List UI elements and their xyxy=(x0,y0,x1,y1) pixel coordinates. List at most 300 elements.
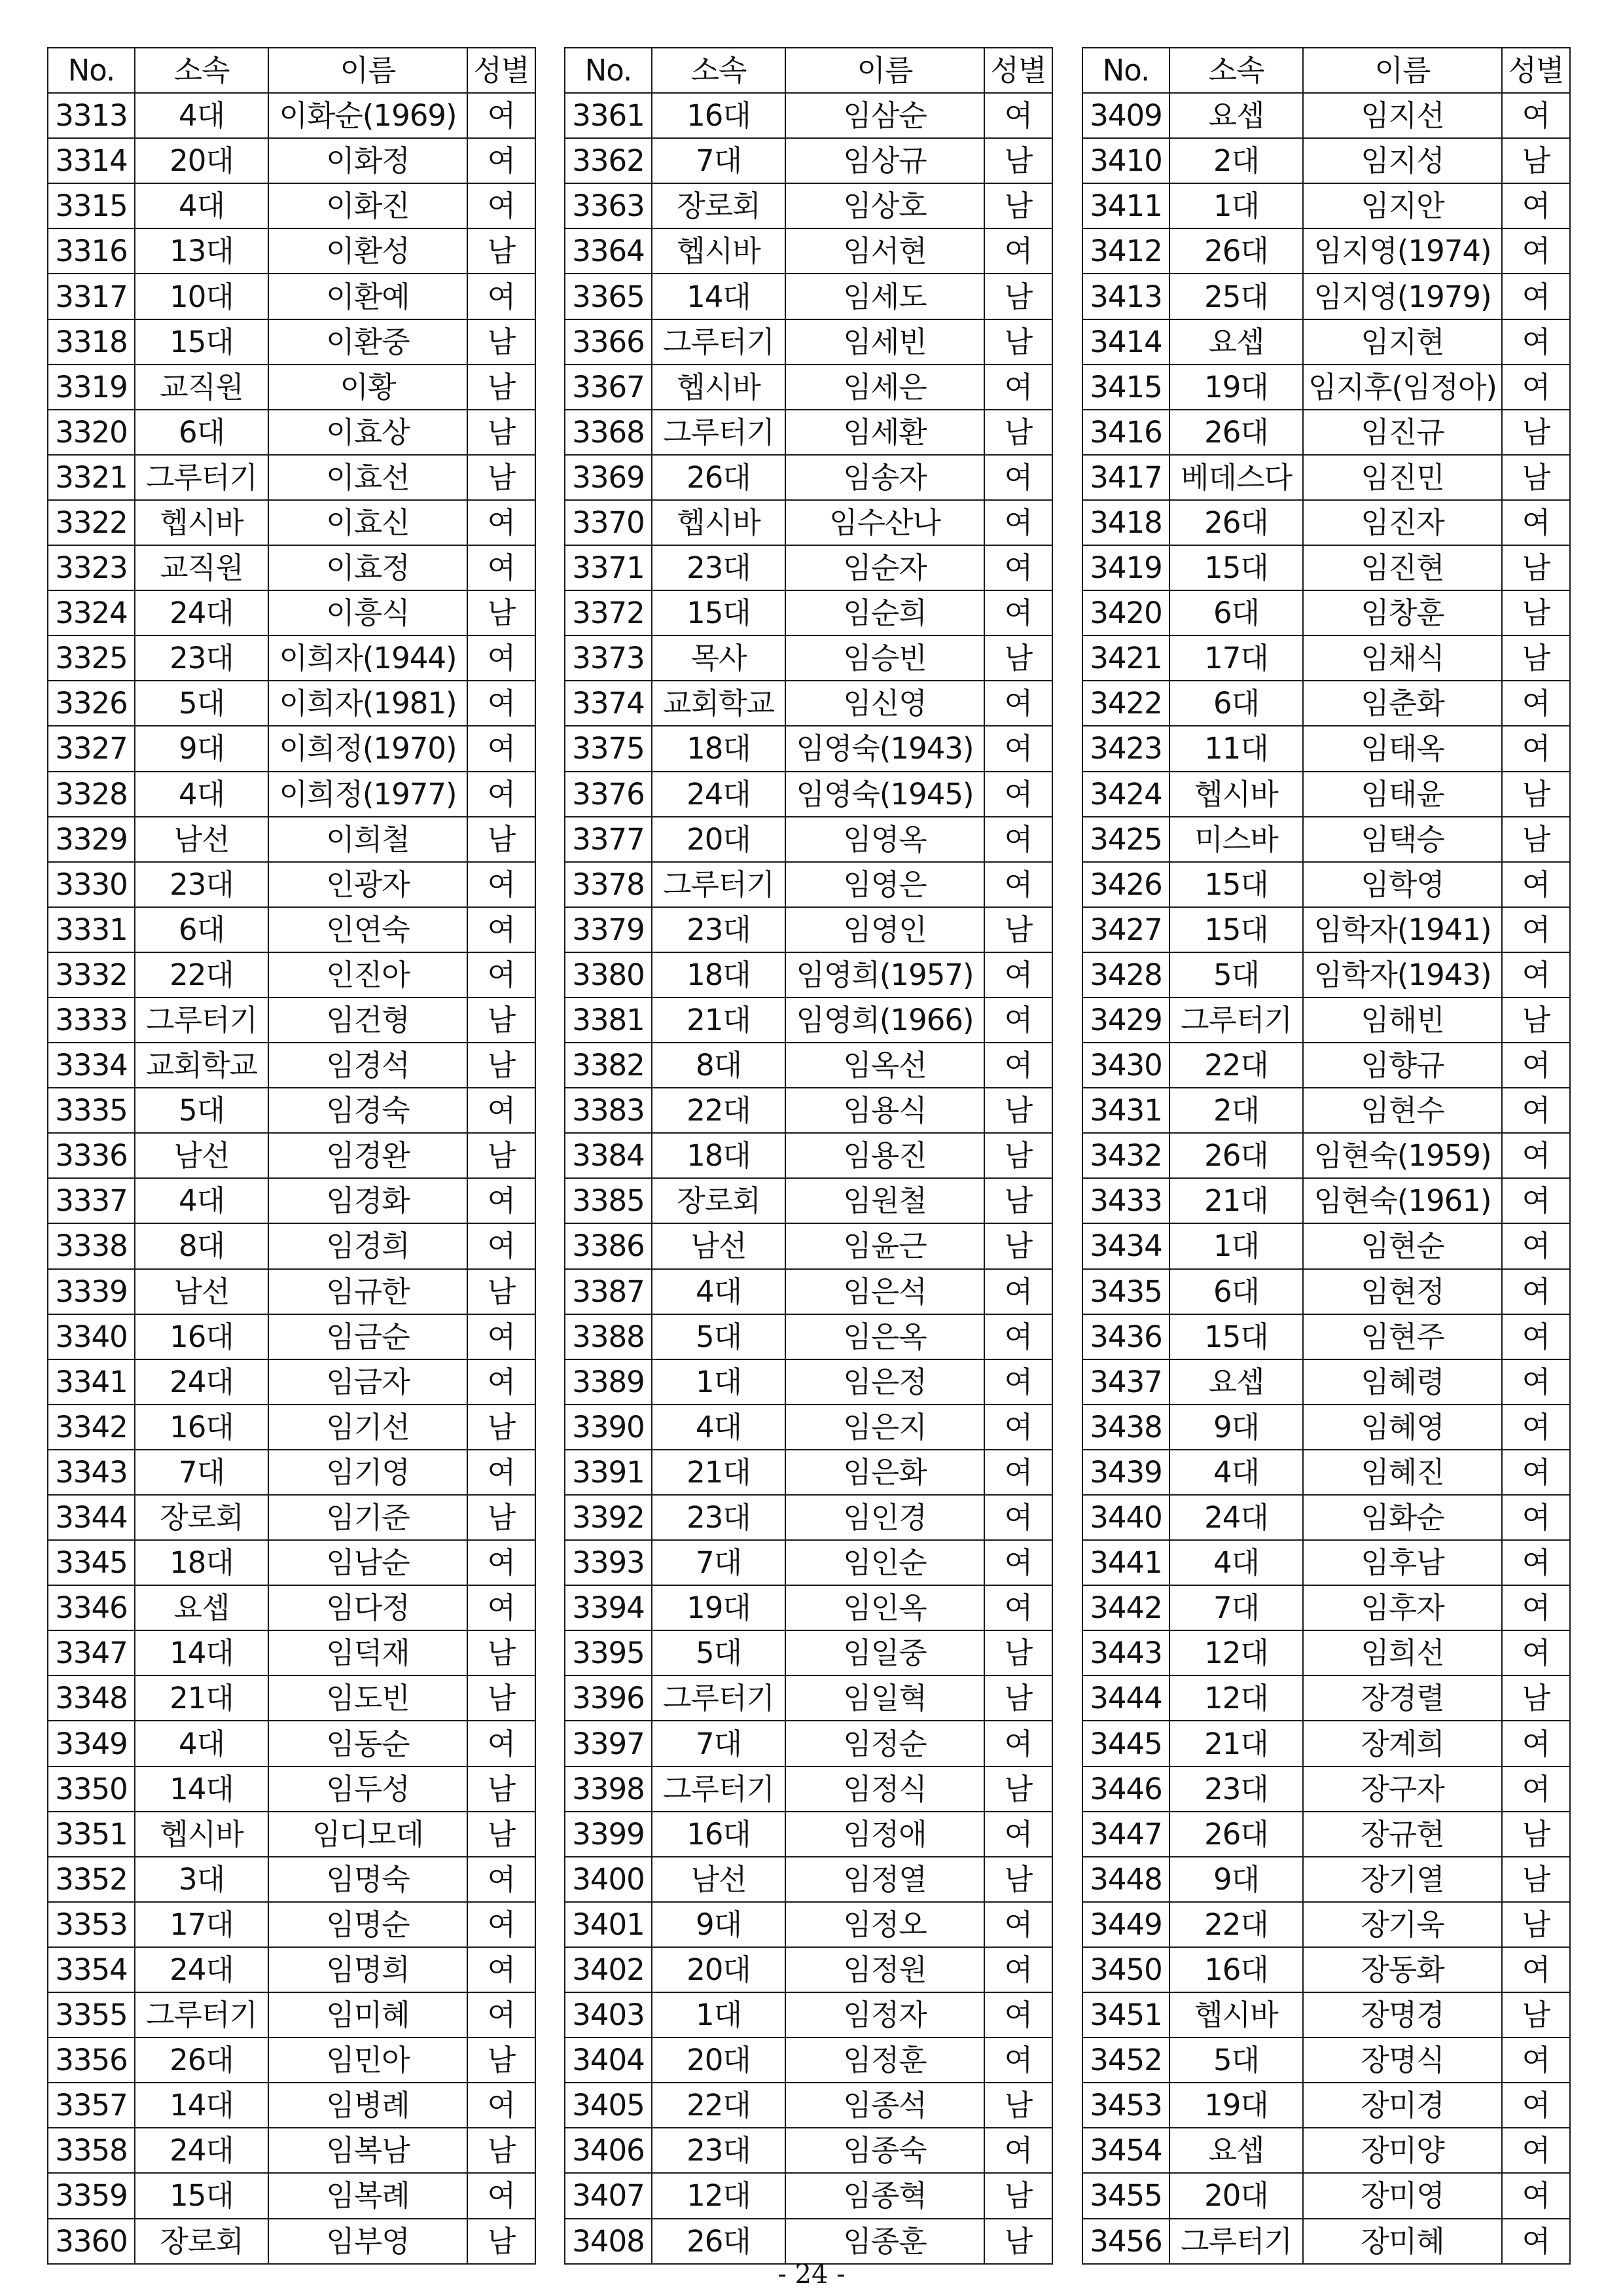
page-number: - 24 - xyxy=(777,2259,846,2289)
cell-affiliation: 24대 xyxy=(652,772,785,817)
table-row xyxy=(1082,2173,1570,2218)
table-row xyxy=(565,500,1052,545)
cell-name: 장미양 xyxy=(1303,2128,1502,2173)
cell-no: 3326 xyxy=(48,681,135,726)
table-row xyxy=(565,319,1052,365)
cell-affiliation: 남선 xyxy=(135,817,268,862)
cell-affiliation: 6대 xyxy=(1169,1269,1303,1314)
header-gender: 성별 xyxy=(1502,48,1570,93)
cell-name: 임복례 xyxy=(268,2173,467,2218)
cell-affiliation: 6대 xyxy=(135,907,268,952)
cell-gender: 여 xyxy=(1502,1947,1570,1992)
table-row xyxy=(1082,681,1570,726)
table-row xyxy=(565,2219,1052,2264)
cell-affiliation: 21대 xyxy=(652,1450,785,1495)
cell-name: 임종석 xyxy=(785,2083,984,2128)
cell-no: 3346 xyxy=(48,1585,135,1630)
cell-gender: 여 xyxy=(467,952,535,997)
cell-name: 임창훈 xyxy=(1303,590,1502,636)
cell-name: 임정원 xyxy=(785,1947,984,1992)
cell-affiliation: 7대 xyxy=(652,1721,785,1766)
cell-no: 3381 xyxy=(565,997,652,1043)
table-row xyxy=(565,590,1052,636)
cell-name: 임정자 xyxy=(785,1992,984,2037)
cell-affiliation: 베데스다 xyxy=(1169,455,1303,500)
cell-gender: 여 xyxy=(1502,1630,1570,1676)
cell-gender: 여 xyxy=(1502,726,1570,771)
cell-gender: 남 xyxy=(984,183,1052,228)
cell-gender: 여 xyxy=(984,997,1052,1043)
cell-affiliation: 3대 xyxy=(135,1857,268,1902)
cell-name: 임기준 xyxy=(268,1495,467,1540)
cell-affiliation: 10대 xyxy=(135,274,268,319)
cell-no: 3416 xyxy=(1082,410,1169,455)
cell-name: 임규한 xyxy=(268,1269,467,1314)
cell-name: 인광자 xyxy=(268,862,467,907)
cell-name: 임현숙(1961) xyxy=(1303,1178,1502,1223)
cell-no: 3412 xyxy=(1082,228,1169,274)
cell-name: 임다정 xyxy=(268,1585,467,1630)
cell-affiliation: 장로회 xyxy=(652,183,785,228)
cell-gender: 여 xyxy=(984,1585,1052,1630)
table-row xyxy=(565,636,1052,681)
cell-no: 3425 xyxy=(1082,817,1169,862)
cell-affiliation: 11대 xyxy=(1169,726,1303,771)
cell-gender: 여 xyxy=(467,907,535,952)
cell-gender: 여 xyxy=(984,1269,1052,1314)
cell-no: 3368 xyxy=(565,410,652,455)
table-row xyxy=(565,410,1052,455)
cell-gender: 남 xyxy=(984,1133,1052,1178)
cell-affiliation: 장로회 xyxy=(652,1178,785,1223)
cell-name: 이희자(1944) xyxy=(268,636,467,681)
cell-affiliation: 26대 xyxy=(1169,1812,1303,1857)
cell-no: 3359 xyxy=(48,2173,135,2218)
table-row xyxy=(565,817,1052,862)
cell-no: 3392 xyxy=(565,1495,652,1540)
cell-affiliation: 14대 xyxy=(135,1630,268,1676)
table-row xyxy=(565,93,1052,138)
cell-gender: 남 xyxy=(467,455,535,500)
table-row xyxy=(565,997,1052,1043)
table-row xyxy=(565,726,1052,771)
cell-gender: 여 xyxy=(984,365,1052,410)
cell-no: 3314 xyxy=(48,138,135,183)
cell-gender: 남 xyxy=(1502,455,1570,500)
cell-affiliation: 18대 xyxy=(135,1540,268,1585)
table-row xyxy=(565,1902,1052,1947)
cell-gender: 여 xyxy=(1502,1178,1570,1223)
cell-affiliation: 9대 xyxy=(1169,1405,1303,1450)
cell-affiliation: 9대 xyxy=(135,726,268,771)
cell-name: 임동순 xyxy=(268,1721,467,1766)
cell-name: 임세도 xyxy=(785,274,984,319)
cell-no: 3376 xyxy=(565,772,652,817)
cell-name: 임기선 xyxy=(268,1405,467,1450)
member-table-3 xyxy=(1082,47,1571,2265)
table-row xyxy=(1082,772,1570,817)
cell-affiliation: 헵시바 xyxy=(652,365,785,410)
member-table-2 xyxy=(564,47,1053,2265)
cell-name: 임병례 xyxy=(268,2083,467,2128)
cell-name: 이희자(1981) xyxy=(268,681,467,726)
cell-name: 임혜영 xyxy=(1303,1405,1502,1450)
cell-affiliation: 23대 xyxy=(135,636,268,681)
cell-gender: 남 xyxy=(1502,1812,1570,1857)
cell-name: 임현수 xyxy=(1303,1088,1502,1133)
cell-gender: 여 xyxy=(467,2173,535,2218)
cell-gender: 여 xyxy=(467,2083,535,2128)
cell-affiliation: 그루터기 xyxy=(135,1992,268,2037)
cell-name: 임승빈 xyxy=(785,636,984,681)
table-row xyxy=(565,1630,1052,1676)
header-name: 이름 xyxy=(1303,48,1502,93)
table-row xyxy=(565,1992,1052,2037)
cell-gender: 여 xyxy=(467,1992,535,2037)
cell-affiliation: 4대 xyxy=(135,183,268,228)
cell-gender: 남 xyxy=(467,997,535,1043)
cell-affiliation: 12대 xyxy=(652,2173,785,2218)
cell-gender: 여 xyxy=(1502,1585,1570,1630)
cell-no: 3395 xyxy=(565,1630,652,1676)
cell-affiliation: 요셉 xyxy=(1169,93,1303,138)
cell-affiliation: 7대 xyxy=(135,1450,268,1495)
table-row xyxy=(1082,1043,1570,1088)
cell-affiliation: 23대 xyxy=(135,862,268,907)
cell-no: 3435 xyxy=(1082,1269,1169,1314)
cell-no: 3342 xyxy=(48,1405,135,1450)
table-row xyxy=(565,772,1052,817)
table-row xyxy=(565,2083,1052,2128)
table-row xyxy=(48,138,535,183)
cell-affiliation: 요셉 xyxy=(135,1585,268,1630)
cell-no: 3317 xyxy=(48,274,135,319)
cell-name: 임정식 xyxy=(785,1767,984,1812)
cell-no: 3423 xyxy=(1082,726,1169,771)
member-table-header xyxy=(48,48,535,93)
cell-affiliation: 20대 xyxy=(1169,2173,1303,2218)
cell-name: 이효선 xyxy=(268,455,467,500)
cell-name: 임두성 xyxy=(268,1767,467,1812)
cell-no: 3426 xyxy=(1082,862,1169,907)
cell-affiliation: 그루터기 xyxy=(135,455,268,500)
cell-name: 임기영 xyxy=(268,1450,467,1495)
cell-gender: 여 xyxy=(984,1812,1052,1857)
cell-gender: 여 xyxy=(467,1585,535,1630)
cell-gender: 남 xyxy=(984,1223,1052,1268)
cell-no: 3415 xyxy=(1082,365,1169,410)
cell-no: 3421 xyxy=(1082,636,1169,681)
cell-name: 임후자 xyxy=(1303,1585,1502,1630)
cell-name: 임덕재 xyxy=(268,1630,467,1676)
cell-gender: 여 xyxy=(1502,1495,1570,1540)
table-row xyxy=(565,1088,1052,1133)
cell-affiliation: 13대 xyxy=(135,228,268,274)
cell-name: 임명숙 xyxy=(268,1857,467,1902)
table-row xyxy=(1082,636,1570,681)
cell-no: 3372 xyxy=(565,590,652,636)
cell-gender: 남 xyxy=(984,636,1052,681)
cell-no: 3341 xyxy=(48,1359,135,1405)
cell-name: 임세빈 xyxy=(785,319,984,365)
cell-gender: 여 xyxy=(1502,952,1570,997)
cell-affiliation: 15대 xyxy=(135,319,268,365)
cell-no: 3438 xyxy=(1082,1405,1169,1450)
cell-no: 3371 xyxy=(565,545,652,590)
cell-no: 3436 xyxy=(1082,1314,1169,1359)
cell-no: 3356 xyxy=(48,2037,135,2083)
table-row xyxy=(48,365,535,410)
cell-no: 3428 xyxy=(1082,952,1169,997)
cell-gender: 여 xyxy=(1502,1450,1570,1495)
cell-gender: 여 xyxy=(467,1223,535,1268)
cell-affiliation: 20대 xyxy=(652,2037,785,2083)
cell-gender: 여 xyxy=(1502,1359,1570,1405)
cell-gender: 여 xyxy=(984,1721,1052,1766)
cell-affiliation: 1대 xyxy=(1169,183,1303,228)
cell-name: 임남순 xyxy=(268,1540,467,1585)
table-row xyxy=(1082,2219,1570,2264)
table-row xyxy=(1082,2128,1570,2173)
table-row xyxy=(48,1314,535,1359)
cell-affiliation: 그루터기 xyxy=(652,1767,785,1812)
table-row xyxy=(48,1359,535,1405)
cell-affiliation: 4대 xyxy=(135,1178,268,1223)
cell-name: 임순자 xyxy=(785,545,984,590)
table-row xyxy=(565,545,1052,590)
cell-no: 3414 xyxy=(1082,319,1169,365)
cell-gender: 여 xyxy=(467,183,535,228)
table-row xyxy=(1082,862,1570,907)
table-row xyxy=(565,138,1052,183)
table-row xyxy=(48,2219,535,2264)
cell-affiliation: 16대 xyxy=(135,1314,268,1359)
cell-no: 3358 xyxy=(48,2128,135,2173)
table-row xyxy=(48,997,535,1043)
header-no: No. xyxy=(565,48,652,93)
table-row xyxy=(565,1767,1052,1812)
cell-gender: 여 xyxy=(984,500,1052,545)
cell-no: 3401 xyxy=(565,1902,652,1947)
cell-gender: 남 xyxy=(467,1133,535,1178)
cell-gender: 여 xyxy=(1502,1133,1570,1178)
cell-no: 3431 xyxy=(1082,1088,1169,1133)
cell-no: 3434 xyxy=(1082,1223,1169,1268)
cell-gender: 여 xyxy=(1502,1314,1570,1359)
cell-gender: 여 xyxy=(984,1495,1052,1540)
cell-affiliation: 2대 xyxy=(1169,1088,1303,1133)
cell-gender: 여 xyxy=(1502,2037,1570,2083)
cell-gender: 여 xyxy=(1502,2083,1570,2128)
cell-no: 3427 xyxy=(1082,907,1169,952)
cell-gender: 여 xyxy=(467,1088,535,1133)
cell-name: 임정훈 xyxy=(785,2037,984,2083)
cell-affiliation: 그루터기 xyxy=(1169,997,1303,1043)
cell-affiliation: 25대 xyxy=(1169,274,1303,319)
cell-name: 임옥선 xyxy=(785,1043,984,1088)
table-row xyxy=(1082,1450,1570,1495)
cell-no: 3363 xyxy=(565,183,652,228)
cell-affiliation: 17대 xyxy=(1169,636,1303,681)
cell-gender: 남 xyxy=(984,1630,1052,1676)
table-row xyxy=(1082,319,1570,365)
cell-no: 3429 xyxy=(1082,997,1169,1043)
cell-affiliation: 21대 xyxy=(1169,1178,1303,1223)
table-row xyxy=(48,1495,535,1540)
cell-name: 임태옥 xyxy=(1303,726,1502,771)
cell-gender: 여 xyxy=(984,817,1052,862)
cell-no: 3319 xyxy=(48,365,135,410)
cell-no: 3336 xyxy=(48,1133,135,1178)
cell-no: 3447 xyxy=(1082,1812,1169,1857)
cell-no: 3384 xyxy=(565,1133,652,1178)
table-row xyxy=(48,1540,535,1585)
cell-no: 3403 xyxy=(565,1992,652,2037)
cell-gender: 남 xyxy=(467,1043,535,1088)
cell-no: 3422 xyxy=(1082,681,1169,726)
table-row xyxy=(48,817,535,862)
cell-gender: 여 xyxy=(467,500,535,545)
cell-no: 3449 xyxy=(1082,1902,1169,1947)
table-row xyxy=(48,2037,535,2083)
cell-name: 임경희 xyxy=(268,1223,467,1268)
table-row xyxy=(565,1540,1052,1585)
cell-gender: 여 xyxy=(1502,183,1570,228)
cell-affiliation: 그루터기 xyxy=(652,410,785,455)
cell-affiliation: 5대 xyxy=(1169,2037,1303,2083)
cell-name: 이효상 xyxy=(268,410,467,455)
cell-gender: 여 xyxy=(467,1721,535,1766)
cell-gender: 여 xyxy=(467,726,535,771)
cell-affiliation: 요셉 xyxy=(1169,1359,1303,1405)
cell-gender: 여 xyxy=(984,93,1052,138)
cell-affiliation: 그루터기 xyxy=(1169,2219,1303,2264)
cell-name: 임건형 xyxy=(268,997,467,1043)
cell-no: 3338 xyxy=(48,1223,135,1268)
cell-no: 3437 xyxy=(1082,1359,1169,1405)
cell-gender: 남 xyxy=(467,2128,535,2173)
cell-affiliation: 24대 xyxy=(135,1359,268,1405)
table-row xyxy=(48,1947,535,1992)
table-row xyxy=(48,952,535,997)
cell-gender: 여 xyxy=(984,545,1052,590)
cell-gender: 여 xyxy=(467,772,535,817)
cell-name: 임윤근 xyxy=(785,1223,984,1268)
cell-gender: 남 xyxy=(1502,1676,1570,1721)
cell-name: 임현순 xyxy=(1303,1223,1502,1268)
cell-gender: 남 xyxy=(467,1269,535,1314)
table-row xyxy=(565,952,1052,997)
cell-name: 임경완 xyxy=(268,1133,467,1178)
cell-affiliation: 8대 xyxy=(652,1043,785,1088)
cell-name: 임정애 xyxy=(785,1812,984,1857)
cell-name: 임혜진 xyxy=(1303,1450,1502,1495)
table-row xyxy=(1082,93,1570,138)
cell-gender: 여 xyxy=(984,1450,1052,1495)
cell-name: 임정순 xyxy=(785,1721,984,1766)
table-row xyxy=(48,1405,535,1450)
cell-no: 3325 xyxy=(48,636,135,681)
cell-no: 3365 xyxy=(565,274,652,319)
cell-affiliation: 4대 xyxy=(135,1721,268,1766)
cell-name: 임지영(1979) xyxy=(1303,274,1502,319)
cell-name: 임상호 xyxy=(785,183,984,228)
header-affiliation: 소속 xyxy=(135,48,268,93)
cell-name: 임수산나 xyxy=(785,500,984,545)
cell-gender: 남 xyxy=(984,1178,1052,1223)
cell-no: 3333 xyxy=(48,997,135,1043)
cell-name: 임지성 xyxy=(1303,138,1502,183)
table-row xyxy=(1082,274,1570,319)
table-row xyxy=(565,1133,1052,1178)
header-name: 이름 xyxy=(268,48,467,93)
cell-no: 3380 xyxy=(565,952,652,997)
table-row xyxy=(48,907,535,952)
cell-affiliation: 20대 xyxy=(652,817,785,862)
table-row xyxy=(565,681,1052,726)
table-row xyxy=(565,1359,1052,1405)
cell-name: 임영인 xyxy=(785,907,984,952)
cell-gender: 여 xyxy=(467,1947,535,1992)
cell-affiliation: 4대 xyxy=(135,93,268,138)
cell-name: 임세환 xyxy=(785,410,984,455)
cell-gender: 남 xyxy=(1502,1992,1570,2037)
cell-affiliation: 23대 xyxy=(652,2128,785,2173)
cell-gender: 여 xyxy=(1502,1405,1570,1450)
cell-name: 임명순 xyxy=(268,1902,467,1947)
cell-no: 3420 xyxy=(1082,590,1169,636)
header-affiliation: 소속 xyxy=(1169,48,1303,93)
cell-affiliation: 헵시바 xyxy=(652,228,785,274)
cell-affiliation: 4대 xyxy=(135,772,268,817)
cell-gender: 남 xyxy=(467,319,535,365)
cell-name: 이흥식 xyxy=(268,590,467,636)
cell-name: 이환예 xyxy=(268,274,467,319)
cell-affiliation: 22대 xyxy=(1169,1902,1303,1947)
cell-no: 3390 xyxy=(565,1405,652,1450)
cell-name: 임해빈 xyxy=(1303,997,1502,1043)
cell-name: 이황 xyxy=(268,365,467,410)
cell-name: 이환중 xyxy=(268,319,467,365)
table-row xyxy=(48,590,535,636)
cell-no: 3354 xyxy=(48,1947,135,1992)
member-table-header xyxy=(1082,48,1570,93)
cell-affiliation: 남선 xyxy=(652,1223,785,1268)
cell-gender: 여 xyxy=(467,545,535,590)
cell-name: 장규현 xyxy=(1303,1812,1502,1857)
cell-no: 3418 xyxy=(1082,500,1169,545)
cell-name: 임영숙(1943) xyxy=(785,726,984,771)
cell-affiliation: 21대 xyxy=(135,1676,268,1721)
cell-affiliation: 16대 xyxy=(1169,1947,1303,1992)
cell-gender: 남 xyxy=(467,817,535,862)
table-row xyxy=(48,1812,535,1857)
cell-no: 3362 xyxy=(565,138,652,183)
table-row xyxy=(1082,410,1570,455)
table-row xyxy=(565,1495,1052,1540)
cell-no: 3355 xyxy=(48,1992,135,2037)
cell-no: 3393 xyxy=(565,1540,652,1585)
cell-gender: 여 xyxy=(1502,1043,1570,1088)
cell-gender: 여 xyxy=(467,138,535,183)
cell-name: 임은화 xyxy=(785,1450,984,1495)
cell-gender: 남 xyxy=(467,365,535,410)
cell-name: 이화진 xyxy=(268,183,467,228)
table-row xyxy=(1082,997,1570,1043)
cell-no: 3377 xyxy=(565,817,652,862)
cell-name: 임희선 xyxy=(1303,1630,1502,1676)
table-row xyxy=(1082,1585,1570,1630)
